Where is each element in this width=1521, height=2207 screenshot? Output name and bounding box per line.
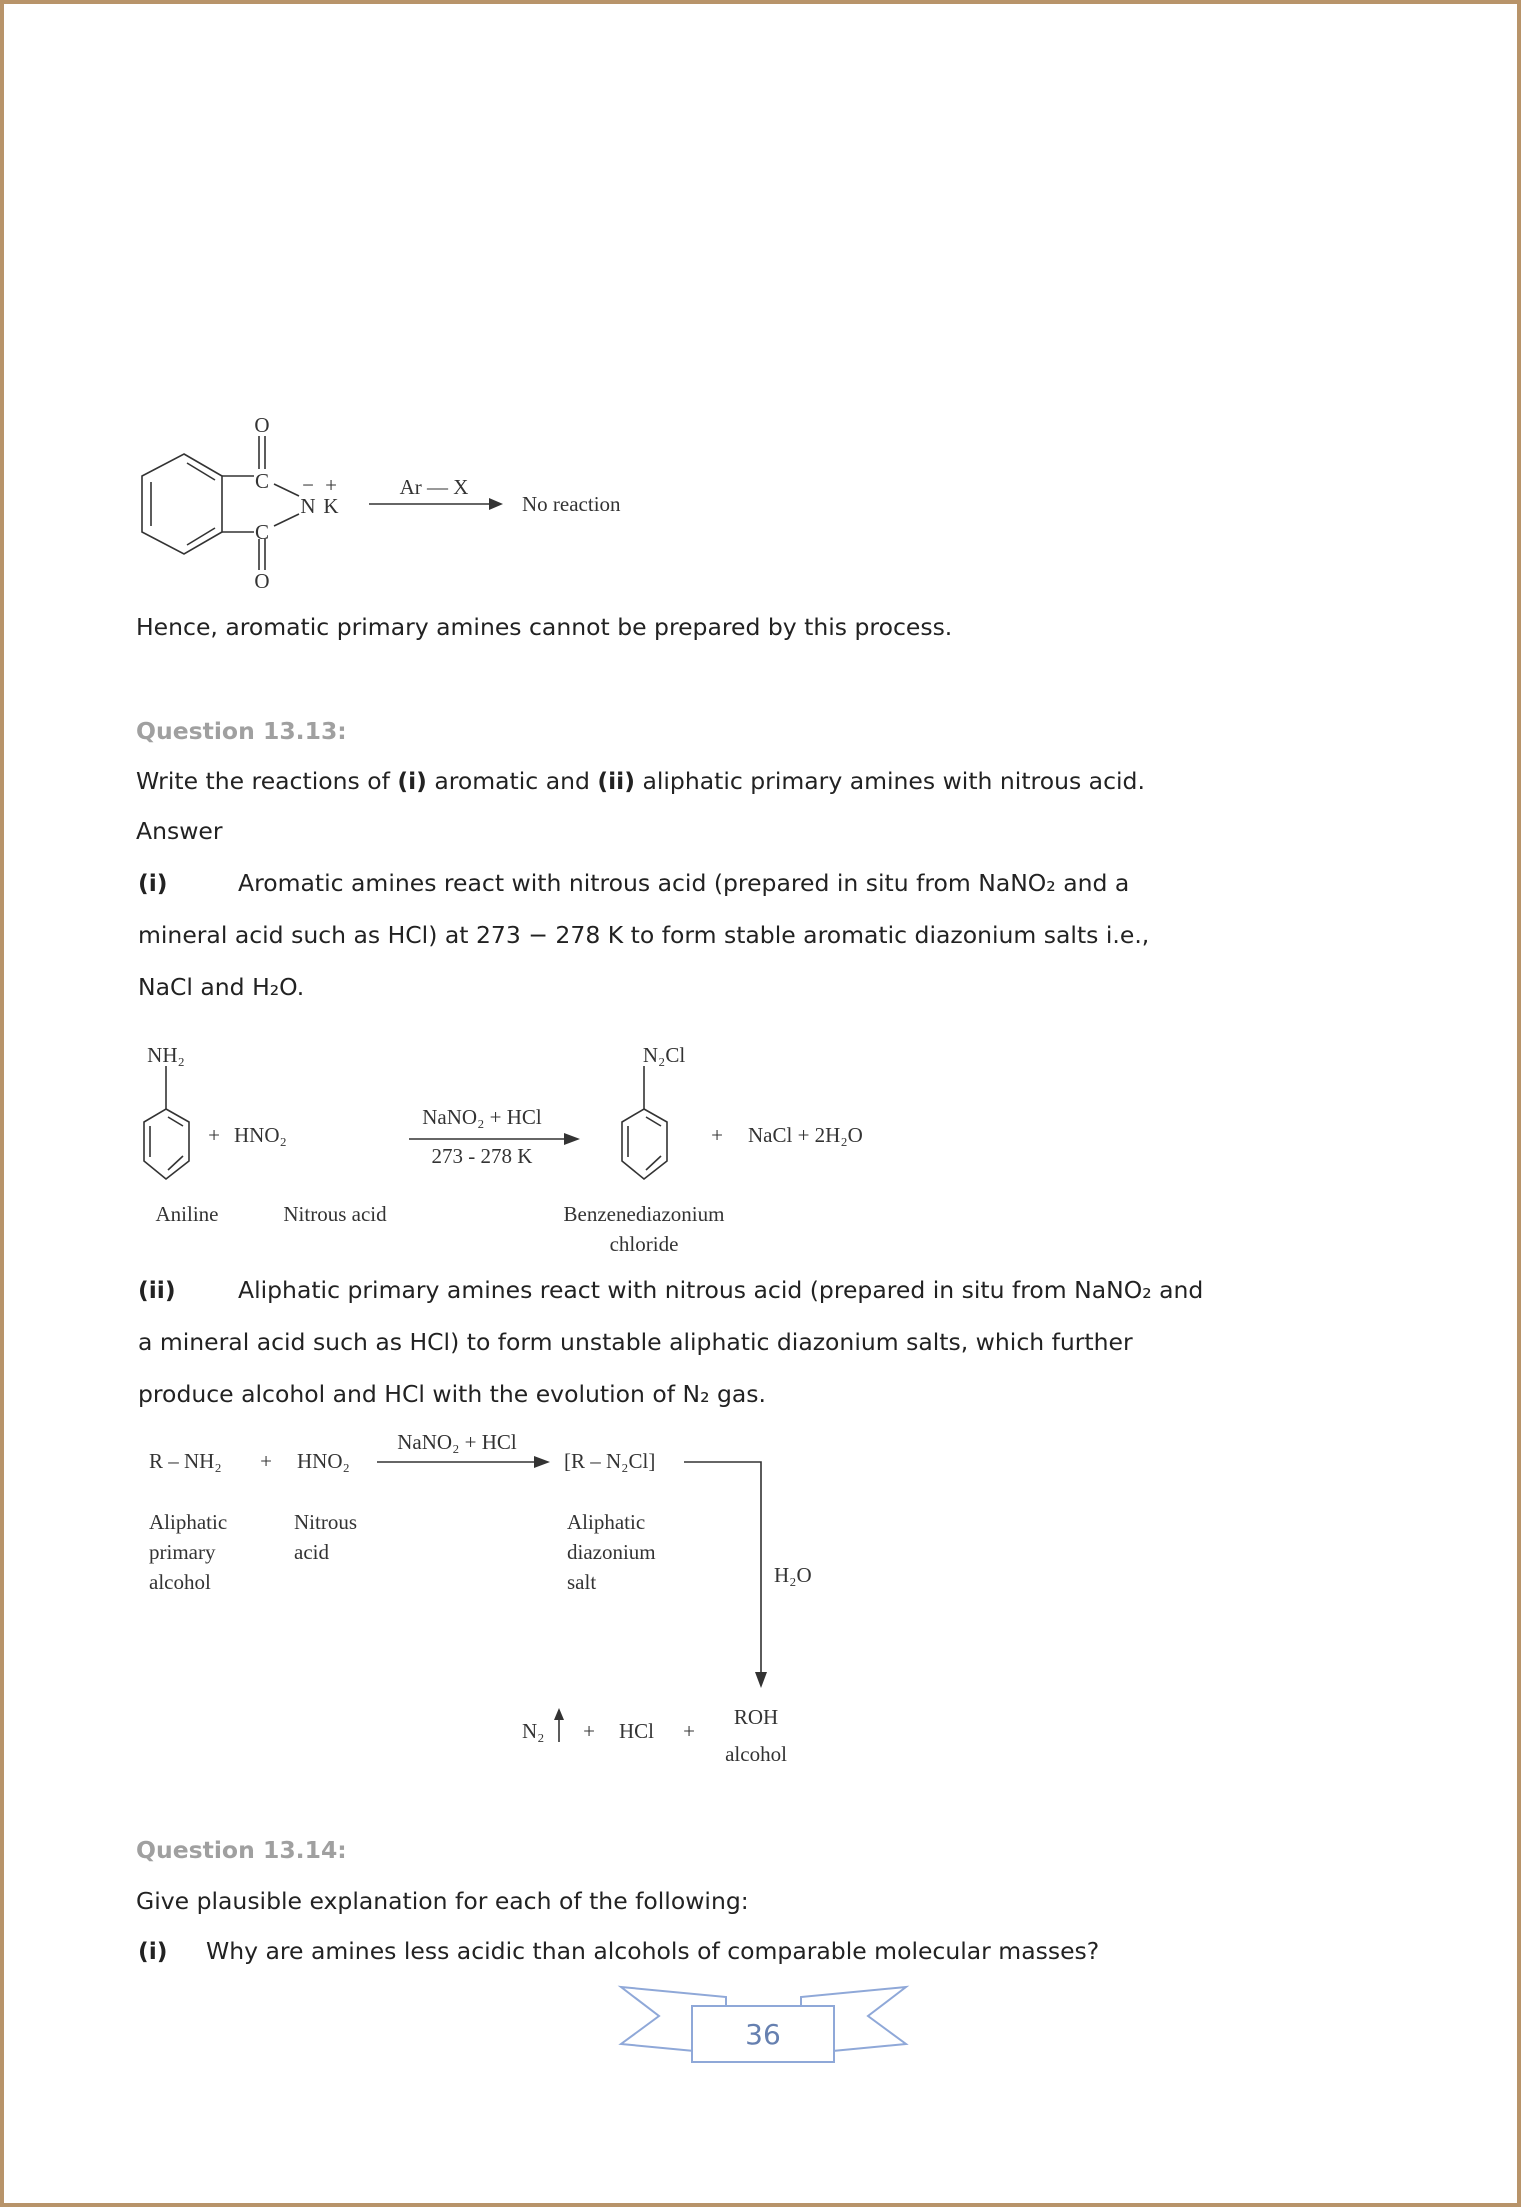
oxygen-label: O xyxy=(254,569,270,593)
reagent-label: NaNO₂ + HCl xyxy=(397,1430,517,1454)
salt-label: Aliphatic xyxy=(567,1510,646,1534)
question-13-14-part-i: (i) Why are amines less acidic than alcohols of comparable molecular masses? xyxy=(138,1937,1100,1965)
amine-label: alcohol xyxy=(149,1570,211,1594)
answer-ii-line: (ii) Aliphatic primary amines react with nitrous acid (prepared in situ from NaNO₂ and xyxy=(138,1276,1204,1304)
alcohol-formula: ROH xyxy=(733,1705,779,1729)
amine-group-label: NH₂ xyxy=(147,1043,185,1067)
diazonium-group-label: N₂Cl xyxy=(642,1043,686,1067)
potassium-label: K xyxy=(323,494,339,518)
byproducts-label: NaCl + 2H₂O xyxy=(748,1123,863,1147)
alcohol-label: alcohol xyxy=(725,1742,787,1766)
nitrogen-gas-label: N₂ xyxy=(522,1719,545,1743)
nitrous-acid-label: acid xyxy=(294,1540,329,1564)
nitrogen-label: N xyxy=(300,494,316,518)
product-label: Benzenediazonium xyxy=(563,1202,725,1226)
temperature-label: 273 - 278 K xyxy=(431,1144,533,1168)
amine-label: Aliphatic xyxy=(149,1510,228,1534)
diazonium-salt-formula: [R – N₂Cl] xyxy=(564,1449,656,1473)
nitrous-acid-formula: HNO₂ xyxy=(234,1123,287,1147)
plus-sign: + xyxy=(260,1449,272,1473)
hence-text: Hence, aromatic primary amines cannot be prepared by this process. xyxy=(136,613,953,641)
nitrous-acid-formula: HNO₂ xyxy=(297,1449,350,1473)
plus-sign: + xyxy=(711,1123,723,1147)
answer-ii-line: a mineral acid such as HCl) to form unstable aliphatic diazonium salts, which further xyxy=(138,1328,1133,1356)
plus-sign: + xyxy=(208,1123,220,1147)
aniline-label: Aniline xyxy=(155,1202,219,1226)
charge-label: + xyxy=(325,473,337,497)
answer-i-line: mineral acid such as HCl) at 273 − 278 K to form stable aromatic diazonium salts i.e., xyxy=(138,921,1150,949)
oxygen-label: O xyxy=(254,413,270,437)
carbon-label: C xyxy=(254,520,270,544)
carbon-label: C xyxy=(254,469,270,493)
question-13-13-heading: Question 13.13: xyxy=(136,717,347,745)
question-13-14-heading: Question 13.14: xyxy=(136,1836,347,1864)
charge-label: − xyxy=(302,473,314,497)
water-label: H₂O xyxy=(774,1563,812,1587)
nitrous-acid-label: Nitrous acid xyxy=(283,1202,387,1226)
answer-ii-line: produce alcohol and HCl with the evolution of N₂ gas. xyxy=(138,1380,766,1408)
question-13-14-intro: Give plausible explanation for each of the following: xyxy=(136,1887,749,1915)
answer-label: Answer xyxy=(136,817,223,845)
plus-sign: + xyxy=(683,1719,695,1743)
product-label: No reaction xyxy=(522,492,621,516)
amine-label: primary xyxy=(149,1540,216,1564)
salt-label: diazonium xyxy=(567,1540,656,1564)
question-13-13-text: Write the reactions of (i) aromatic and (ii) aliphatic primary amines with nitrous acid. xyxy=(136,767,1145,795)
page-number: 36 xyxy=(745,2018,781,2051)
reagent-label: NaNO₂ + HCl xyxy=(422,1105,542,1129)
answer-i-line: (i) Aromatic amines react with nitrous acid (prepared in situ from NaNO₂ and a xyxy=(138,869,1130,897)
nitrous-acid-label: Nitrous xyxy=(294,1510,357,1534)
page-number-ribbon xyxy=(4,4,1521,2207)
reagent-label: Ar — X xyxy=(399,475,469,499)
salt-label: salt xyxy=(567,1570,597,1594)
plus-sign: + xyxy=(583,1719,595,1743)
hcl-label: HCl xyxy=(619,1719,655,1743)
product-label: chloride xyxy=(609,1232,679,1256)
answer-i-line: NaCl and H₂O. xyxy=(138,973,305,1001)
amine-formula: R – NH₂ xyxy=(149,1449,222,1473)
